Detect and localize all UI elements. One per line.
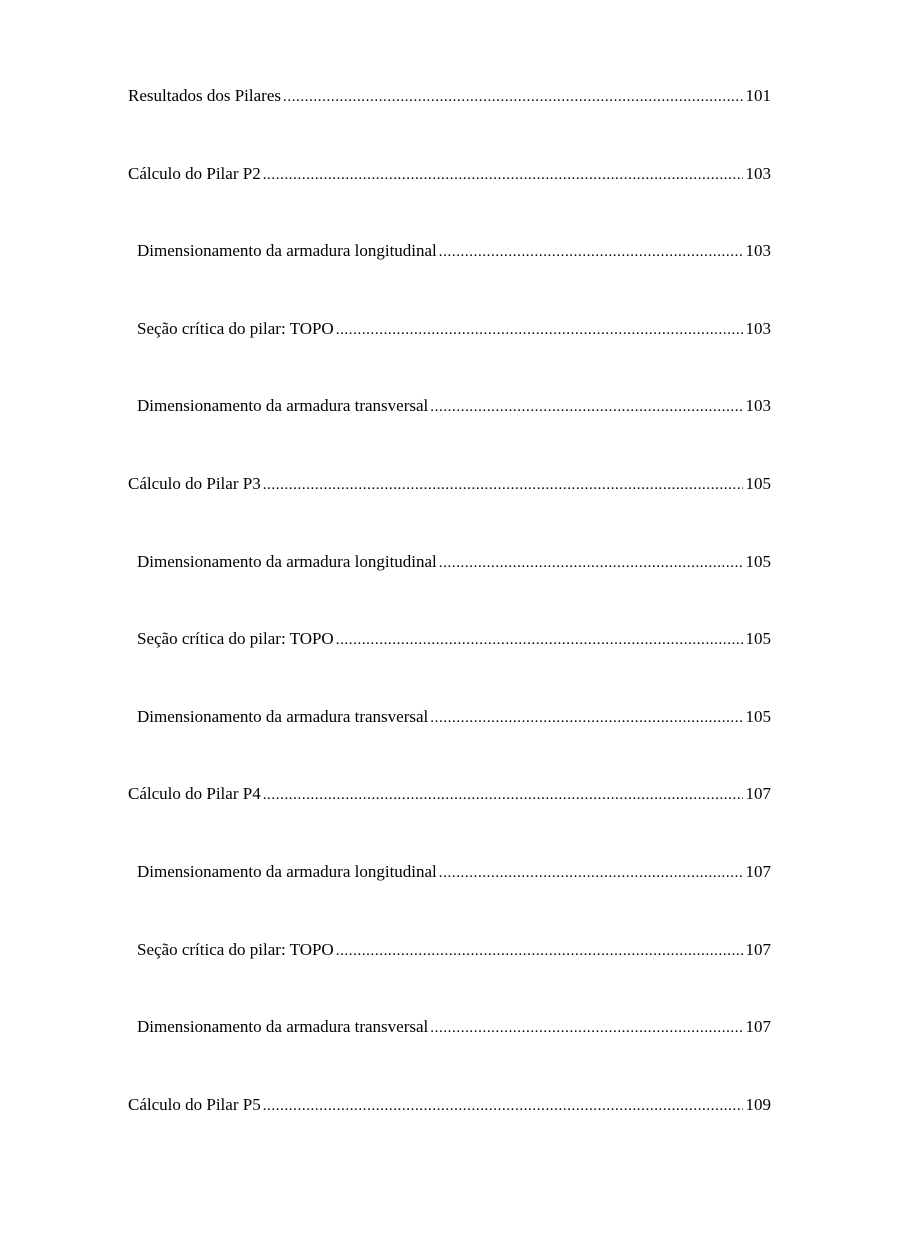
toc-entry-page-number: 101 [745,86,771,105]
toc-entry-label: Cálculo do Pilar P5 [128,1094,261,1114]
toc-dot-leader [263,163,743,187]
toc-entry-page-number: 103 [745,163,771,183]
toc-dot-leader [430,395,742,419]
toc-dot-leader [439,861,743,885]
toc-entry-label: Cálculo do Pilar P3 [128,473,261,493]
toc-entry-page-number: 109 [745,1094,771,1114]
toc-dot-leader [336,318,743,342]
toc-entry-p3-armadura-transversal[interactable] [128,705,771,783]
toc-entry-p4-armadura-transversal[interactable] [128,1015,771,1093]
toc-entry-label: Cálculo do Pilar P2 [128,163,261,183]
toc-dot-leader [439,551,743,575]
toc-entry-label: Seção crítica do pilar: TOPO [137,629,334,649]
toc-entry-page-number: 107 [745,861,771,881]
toc-entry-page-number: 103 [745,241,771,261]
toc-entry-label: Dimensionamento da armadura transversal [137,396,429,416]
toc-entry-p3-secao-critica[interactable] [128,627,771,705]
toc-entry-p2-armadura-longitudinal[interactable] [128,239,771,317]
toc-entry-page-number: 107 [745,1017,771,1037]
toc-entry-calculo-pilar-p5[interactable] [128,1093,771,1171]
toc-entry-p3-armadura-longitudinal[interactable] [128,550,771,628]
toc-entry-label: Dimensionamento da armadura longitudinal [137,861,437,881]
toc-dot-leader [430,1016,742,1040]
toc-entry-calculo-pilar-p3[interactable] [128,472,771,550]
toc-entry-page-number: 105 [745,551,771,571]
toc-entry-page-number: 107 [745,939,771,959]
toc-dot-leader [263,473,743,497]
toc-entry-page-number: 107 [745,784,771,804]
toc-dot-leader [283,85,743,109]
toc-dot-leader [430,706,742,730]
toc-entry-p4-armadura-longitudinal[interactable] [128,860,771,938]
toc-entry-label: Resultados dos Pilares [128,86,281,105]
toc-dot-leader [263,783,743,807]
toc-entry-label: Seção crítica do pilar: TOPO [137,939,334,959]
toc-entry-page-number: 103 [745,396,771,416]
toc-dot-leader [263,1094,743,1118]
toc-entry-calculo-pilar-p4[interactable] [128,782,771,860]
toc-dot-leader [336,939,743,963]
toc-entry-resultados-dos-pilares[interactable] [128,84,771,162]
toc-entry-label: Cálculo do Pilar P4 [128,784,261,804]
toc-entry-p4-secao-critica[interactable] [128,938,771,1016]
toc-entry-page-number: 105 [745,473,771,493]
toc-dot-leader [439,240,743,264]
toc-entry-label: Seção crítica do pilar: TOPO [137,318,334,338]
toc-entry-page-number: 105 [745,706,771,726]
toc-entry-label: Dimensionamento da armadura longitudinal [137,551,437,571]
toc-entry-p2-secao-critica[interactable] [128,317,771,395]
toc-entry-page-number: 103 [745,318,771,338]
toc-entry-label: Dimensionamento da armadura transversal [137,1017,429,1037]
table-of-contents [128,84,771,1170]
toc-dot-leader [336,628,743,652]
toc-entry-label: Dimensionamento da armadura longitudinal [137,241,437,261]
toc-entry-p2-armadura-transversal[interactable] [128,394,771,472]
toc-entry-calculo-pilar-p2[interactable] [128,162,771,240]
toc-entry-page-number: 105 [745,629,771,649]
toc-entry-label: Dimensionamento da armadura transversal [137,706,429,726]
